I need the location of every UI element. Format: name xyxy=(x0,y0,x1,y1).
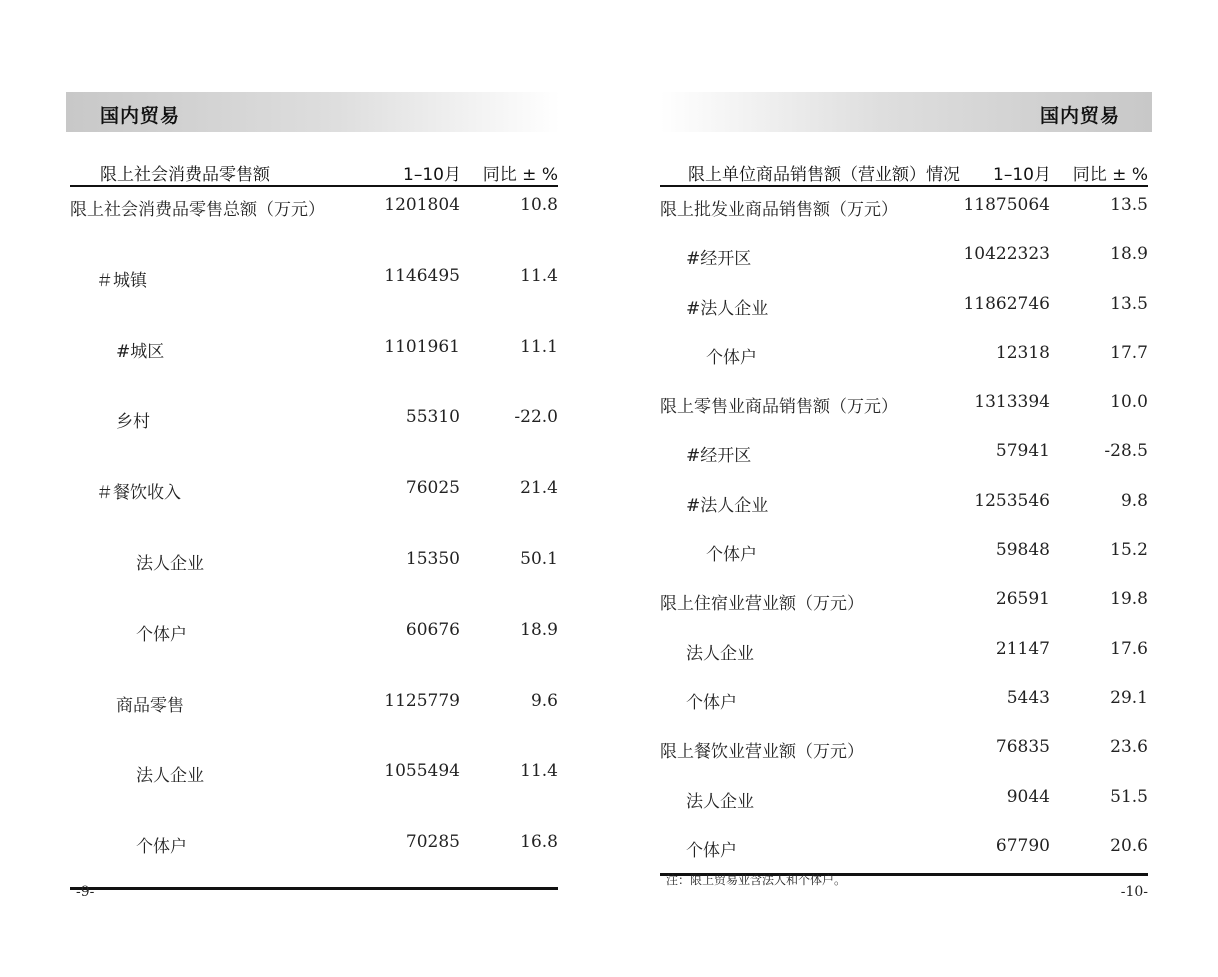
table-row xyxy=(70,612,558,683)
row-label: 法人企业 xyxy=(686,643,754,664)
row-value: 11875064 xyxy=(963,195,1050,215)
row-value: 9044 xyxy=(1006,786,1050,807)
row-value: 57941 xyxy=(995,441,1050,462)
row-value: 1313394 xyxy=(974,392,1050,413)
table-header xyxy=(70,155,558,187)
row-label: 乡村 xyxy=(116,412,150,433)
table-row xyxy=(660,729,1148,778)
table-row xyxy=(70,541,558,612)
table-row xyxy=(70,258,558,329)
row-yoy: 11.4 xyxy=(520,265,558,286)
row-value: 67790 xyxy=(995,835,1050,856)
row-value: 76835 xyxy=(995,737,1050,758)
row-label: 个体户 xyxy=(686,692,737,713)
section-banner xyxy=(660,92,1152,132)
row-yoy: 13.5 xyxy=(1110,195,1148,215)
row-value: 59848 xyxy=(995,540,1050,561)
row-label: #经开区 xyxy=(686,249,752,270)
row-yoy: 9.8 xyxy=(1120,490,1148,511)
row-label: 个体户 xyxy=(136,837,187,858)
table-row xyxy=(70,329,558,400)
row-label: 个体户 xyxy=(136,624,187,645)
page-number: -9- xyxy=(76,884,95,900)
row-label: 限上餐饮业营业额（万元） xyxy=(660,742,864,763)
table-row xyxy=(660,187,1148,236)
row-value: 1101961 xyxy=(384,336,460,357)
table-row xyxy=(660,433,1148,482)
table-row xyxy=(660,286,1148,335)
row-yoy: 11.4 xyxy=(520,761,558,782)
row-label: 个体户 xyxy=(706,347,757,368)
table-row xyxy=(660,483,1148,532)
row-yoy: 16.8 xyxy=(520,832,558,853)
table-row xyxy=(660,384,1148,433)
table-row xyxy=(660,236,1148,285)
row-label: ＃餐饮收入 xyxy=(96,483,181,504)
table-row xyxy=(660,335,1148,384)
row-value: 15350 xyxy=(405,548,460,569)
table-header xyxy=(660,155,1148,187)
row-value: 60676 xyxy=(405,619,460,640)
table-row xyxy=(70,470,558,541)
row-yoy: 19.8 xyxy=(1110,589,1148,610)
table-row xyxy=(660,680,1148,729)
row-label: #城区 xyxy=(116,341,165,362)
row-yoy: 17.7 xyxy=(1110,342,1148,363)
table-row xyxy=(70,187,558,258)
table-row xyxy=(70,399,558,470)
row-yoy: 9.6 xyxy=(530,690,558,711)
header-indicator: 限上社会消费品零售额 xyxy=(100,165,270,185)
row-label: 限上社会消费品零售总额（万元） xyxy=(70,200,325,220)
table-row xyxy=(660,828,1148,877)
row-value: 10422323 xyxy=(963,244,1050,265)
row-yoy: 29.1 xyxy=(1110,687,1148,708)
right-page xyxy=(609,0,1218,977)
row-value: 1201804 xyxy=(384,195,460,215)
row-label: #法人企业 xyxy=(686,495,769,516)
footnote: 注：限上贸易业含法人和个体户。 xyxy=(666,873,847,887)
row-yoy: 17.6 xyxy=(1110,638,1148,659)
row-label: 商品零售 xyxy=(116,695,184,716)
row-value: 55310 xyxy=(405,407,460,428)
section-title: 国内贸易 xyxy=(100,105,181,127)
row-value: 76025 xyxy=(405,478,460,499)
table-row xyxy=(660,631,1148,680)
row-yoy: -28.5 xyxy=(1104,441,1148,462)
table-row xyxy=(70,683,558,754)
row-label: 法人企业 xyxy=(136,766,204,787)
row-label: ＃城镇 xyxy=(96,270,147,291)
table-row xyxy=(660,581,1148,630)
row-value: 21147 xyxy=(995,638,1050,659)
section-banner xyxy=(66,92,560,132)
header-yoy: 同比 ± % xyxy=(1072,165,1148,185)
row-label: 限上批发业商品销售额（万元） xyxy=(660,200,898,220)
row-yoy: 51.5 xyxy=(1110,786,1148,807)
page-number: -10- xyxy=(1120,884,1148,900)
row-value: 70285 xyxy=(405,832,460,853)
row-label: 个体户 xyxy=(706,545,757,566)
header-period: 1–10月 xyxy=(993,165,1051,185)
row-yoy: 18.9 xyxy=(1110,244,1148,265)
row-value: 1253546 xyxy=(974,490,1050,511)
section-title: 国内贸易 xyxy=(1039,105,1120,127)
row-label: 个体户 xyxy=(686,840,737,861)
row-value: 1125779 xyxy=(384,690,460,711)
row-value: 5443 xyxy=(1006,687,1050,708)
retail-sales-table xyxy=(70,155,558,890)
row-yoy: 15.2 xyxy=(1110,540,1148,561)
row-yoy: -22.0 xyxy=(514,407,558,428)
row-yoy: 13.5 xyxy=(1110,293,1148,314)
table-row xyxy=(70,753,558,824)
row-label: 限上住宿业营业额（万元） xyxy=(660,594,864,615)
header-period: 1–10月 xyxy=(403,165,461,185)
row-value: 11862746 xyxy=(963,293,1050,314)
unit-sales-table xyxy=(660,155,1148,876)
row-value: 1055494 xyxy=(384,761,460,782)
row-label: #经开区 xyxy=(686,446,752,467)
row-label: 法人企业 xyxy=(136,553,204,574)
row-yoy: 50.1 xyxy=(520,548,558,569)
row-yoy: 10.8 xyxy=(520,195,558,215)
header-indicator: 限上单位商品销售额（营业额）情况 xyxy=(688,165,960,185)
table-row xyxy=(70,824,558,895)
table-row xyxy=(660,779,1148,828)
row-yoy: 23.6 xyxy=(1110,737,1148,758)
row-label: 法人企业 xyxy=(686,791,754,812)
row-value: 26591 xyxy=(995,589,1050,610)
table-row xyxy=(660,532,1148,581)
row-label: 限上零售业商品销售额（万元） xyxy=(660,397,898,418)
row-value: 12318 xyxy=(995,342,1050,363)
row-value: 1146495 xyxy=(384,265,460,286)
row-yoy: 21.4 xyxy=(520,478,558,499)
row-label: #法人企业 xyxy=(686,298,769,319)
row-yoy: 10.0 xyxy=(1110,392,1148,413)
row-yoy: 20.6 xyxy=(1110,835,1148,856)
row-yoy: 18.9 xyxy=(520,619,558,640)
row-yoy: 11.1 xyxy=(520,336,558,357)
header-yoy: 同比 ± % xyxy=(482,165,558,185)
